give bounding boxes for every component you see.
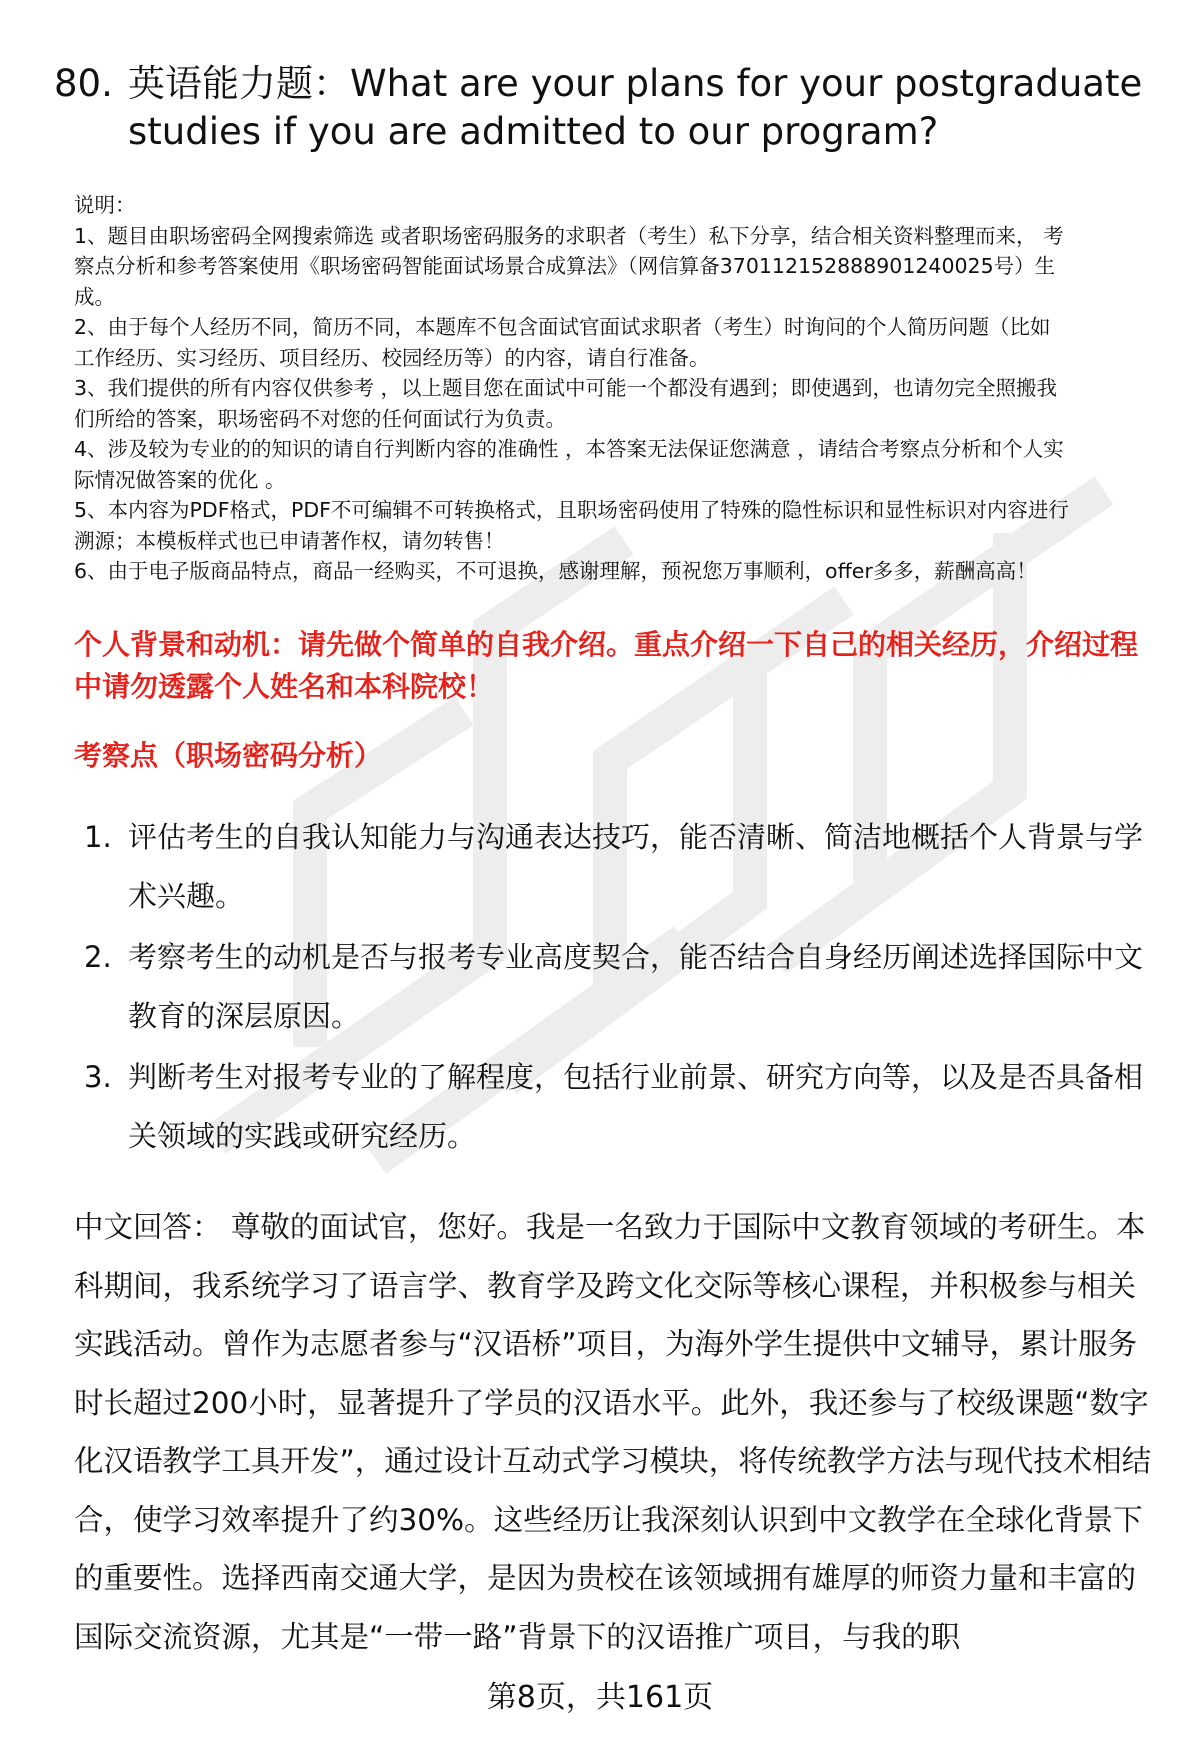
question-text: 英语能力题：What are your plans for your postgraduate studies if you are admitted to our program? bbox=[128, 62, 1143, 153]
notes-line: 6、由于电子版商品特点，商品一经购买，不可退换，感谢理解，预祝您万事顺利，offer多多，薪酬高高！ bbox=[74, 559, 1037, 583]
analysis-points bbox=[84, 808, 1164, 1168]
notes-line: 3、我们提供的所有内容仅供参考 ，以上题目您在面试中可能一个都没有遇到；即使遇到，也请勿完全照搬我 bbox=[74, 376, 1058, 400]
notes-heading: 说明： bbox=[74, 193, 136, 217]
list-item bbox=[84, 808, 1164, 926]
list-item-number: 3. bbox=[84, 1060, 112, 1094]
notes-line: 工作经历、实习经历、项目经历、校园经历等）的内容，请自行准备。 bbox=[74, 345, 710, 370]
notes-line: 察点分析和参考答案使用《职场密码智能面试场景合成算法》（网信算备370112152888901240025号）生 bbox=[74, 254, 1056, 278]
list-item-text: 考察考生的动机是否与报考专业高度契合，能否结合自身经历阐述选择国际中文教育的深层原因。 bbox=[128, 940, 1144, 1033]
list-item bbox=[84, 1048, 1164, 1166]
notes-line: 1、题目由职场密码全网搜索筛选 或者职场密码服务的求职者（考生）私下分享，结合相关资料整理而来， 考 bbox=[74, 223, 1064, 248]
question-number: 80. bbox=[54, 62, 113, 105]
answer-paragraph: 中文回答： 尊敬的面试官，您好。我是一名致力于国际中文教育领域的考研生。本科期间，我系统学习了语言学、教育学及跨文化交际等核心课程，并积极参与相关实践活动。曾作为志愿者参与“汉语桥”项目，为海外学生提供中文辅导，累计服务时长超过200小时，显著提升了学员的汉语水平。此外，我还参与了校级课题“数字化汉语教学工具开发”，通过设计互动式学习模块，将传统教学方法与现代技术相结合，使学习效率提升了约30%。这些经历让我深刻认识到中文教学在全球化背景下的重要性。选择西南交通大学，是因为贵校在该领域拥有雄厚的师资力量和丰富的国际交流资源，尤其是“一带一路”背景下的汉语推广项目，与我的职 bbox=[74, 1210, 1152, 1654]
notes-line: 4、涉及较为专业的的知识的请自行判断内容的准确性 ，本答案无法保证您满意 ，请结合考察点分析和个人实 bbox=[74, 437, 1064, 461]
list-item-text: 判断考生对报考专业的了解程度，包括行业前景、研究方向等，以及是否具备相关领域的实践或研究经历。 bbox=[128, 1060, 1144, 1153]
notes-section bbox=[74, 190, 1160, 587]
notes-line: 成。 bbox=[74, 284, 115, 309]
notes-line: 们所给的答案，职场密码不对您的任何面试行为负责。 bbox=[74, 406, 566, 431]
notes-line: 际情况做答案的优化 。 bbox=[74, 467, 286, 492]
background-title: 个人背景和动机：请先做个简单的自我介绍。重点介绍一下自己的相关经历，介绍过程中请勿透露个人姓名和本科院校！ bbox=[74, 628, 1139, 703]
list-item-text: 评估考生的自我认知能力与沟通表达技巧，能否清晰、简洁地概括个人背景与学术兴趣。 bbox=[128, 820, 1144, 913]
notes-line: 2、由于每个人经历不同，简历不同，本题库不包含面试官面试求职者（考生）时询问的个人简历问题（比如 bbox=[74, 315, 1051, 339]
notes-line: 溯源；本模板样式也已申请著作权，请勿转售！ bbox=[74, 528, 505, 553]
analysis-heading: 考察点（职场密码分析） bbox=[74, 739, 383, 772]
list-item-number: 2. bbox=[84, 940, 112, 974]
list-item bbox=[84, 928, 1164, 1046]
list-item-number: 1. bbox=[84, 820, 112, 854]
page-footer: 第8页，共161页 bbox=[486, 1680, 714, 1715]
question-heading bbox=[54, 60, 1164, 156]
notes-line: 5、本内容为PDF格式，PDF不可编辑不可转换格式，且职场密码使用了特殊的隐性标识和显性标识对内容进行 bbox=[74, 498, 1069, 522]
